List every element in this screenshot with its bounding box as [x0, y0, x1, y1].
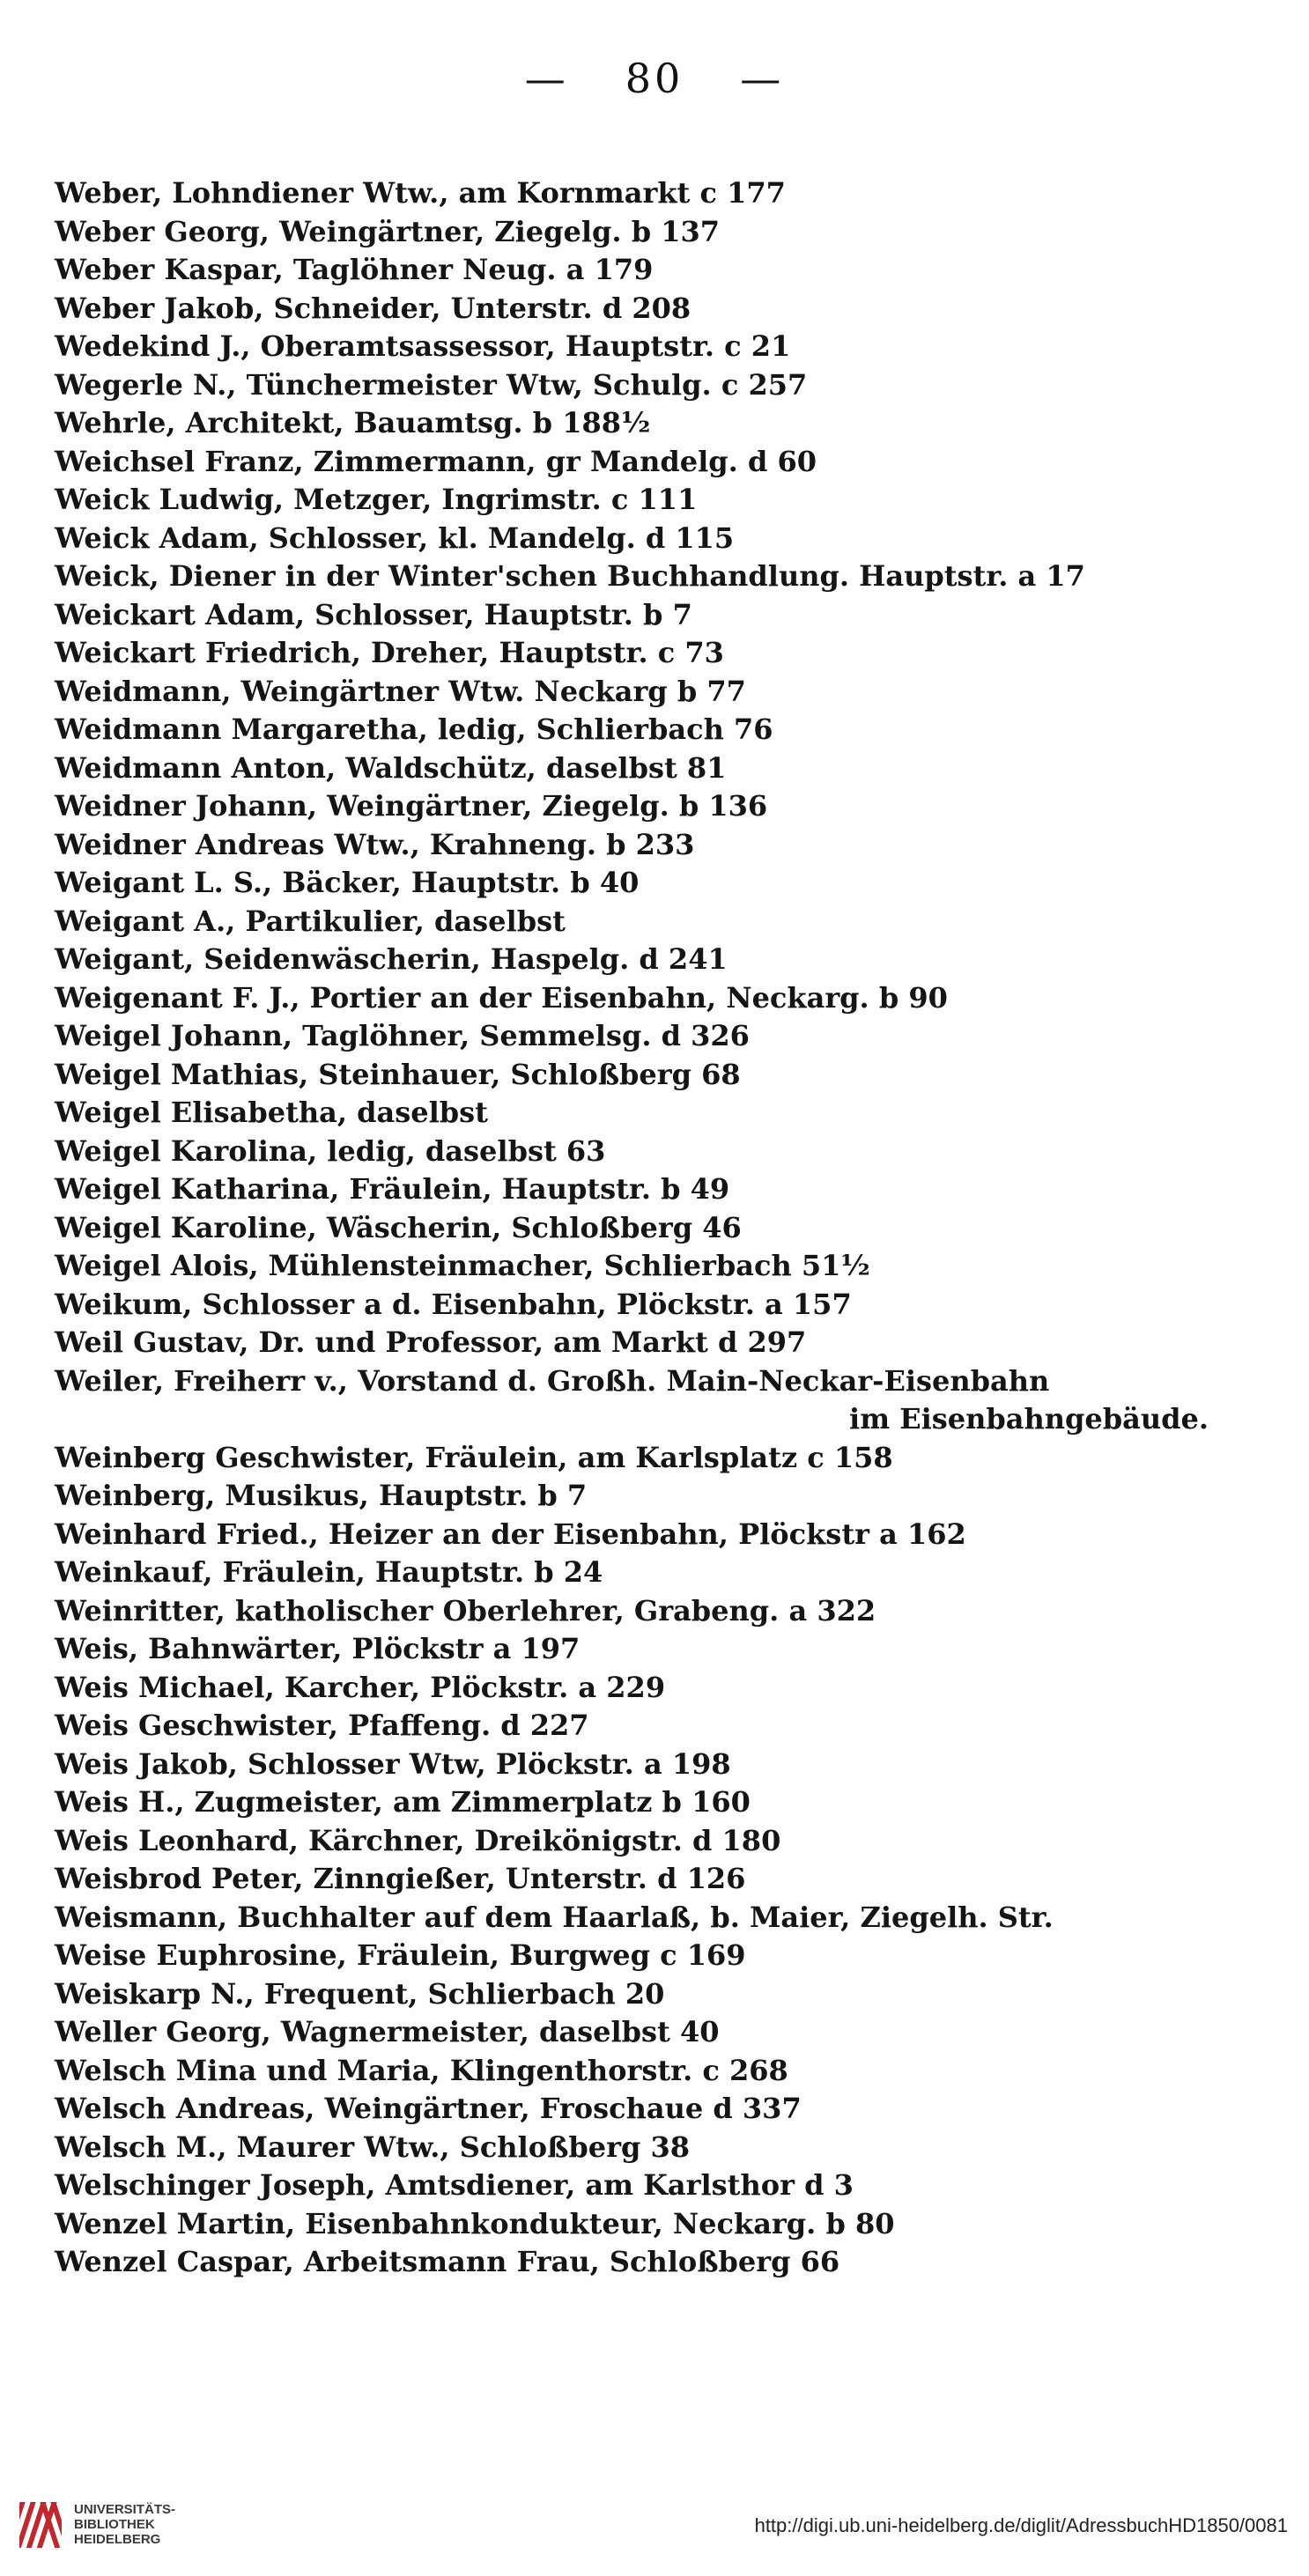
directory-entry [55, 1592, 1253, 1631]
entry-surname: Wenzel [55, 2245, 167, 2278]
entry-surname: Weickart [55, 597, 196, 631]
entry-details: Bahnwärter, Plöckstr a 197 [148, 1632, 581, 1665]
entry-details: Georg, Wagnermeister, daselbst 40 [166, 2015, 720, 2048]
entry-surname: Weigant [55, 904, 184, 938]
entry-surname: Weigel [55, 1019, 161, 1052]
directory-entry [55, 1286, 1253, 1325]
directory-entry [55, 404, 1253, 443]
entry-details: A., Partikulier, daselbst [194, 904, 566, 938]
entry-surname: Weidner [55, 789, 186, 823]
entry-surname: Weise [55, 1938, 147, 1972]
entry-surname: Wehrle, [55, 406, 176, 439]
entry-details: Seidenwäscherin, Haspelg. d 241 [203, 942, 728, 976]
entry-surname: Weigel [55, 1172, 161, 1206]
directory-entry [55, 673, 1253, 712]
directory-entry [55, 557, 1253, 596]
entry-surname: Weinberg, [55, 1479, 216, 1512]
directory-entry [55, 1324, 1253, 1362]
entry-surname: Weick [55, 483, 150, 516]
entry-details: Geschwister, Pfaffeng. d 227 [138, 1709, 589, 1742]
entry-surname: Weigenant [55, 980, 223, 1015]
directory-entry [55, 1247, 1253, 1286]
directory-entry [55, 251, 1253, 290]
entry-details: Weingärtner Wtw. Neckarg b 77 [240, 674, 746, 708]
entry-details: Martin, Eisenbahnkondukteur, Neckarg. b 80 [176, 2206, 895, 2240]
directory-entry [55, 1746, 1253, 1784]
entry-details: im Eisenbahngebäude. [849, 1402, 1209, 1436]
page-number: 80 [625, 55, 684, 102]
directory-entry [55, 864, 1253, 903]
directory-entry [55, 1209, 1253, 1248]
directory-entry [55, 1094, 1253, 1133]
entry-details: Musikus, Hauptstr. b 7 [225, 1479, 588, 1512]
directory-entry [55, 1362, 1253, 1401]
entry-details: Anton, Waldschütz, daselbst 81 [231, 750, 727, 785]
entry-details: Elisabetha, daselbst [170, 1096, 488, 1129]
entry-surname: Weis [55, 1709, 129, 1742]
directory-entry [55, 1860, 1253, 1899]
entry-continuation [55, 1400, 1253, 1439]
entry-details: Adam, Schlosser, kl. Mandelg. d 115 [159, 520, 735, 555]
entry-surname: Weismann, [55, 1900, 228, 1934]
header-dash-left: — [524, 55, 569, 102]
entry-details: N., Frequent, Schlierbach 20 [211, 1976, 665, 2011]
directory-entry [55, 749, 1253, 788]
directory-entry [55, 1477, 1253, 1516]
entry-details: Caspar, Arbeitsmann Frau, Schloßberg 66 [176, 2245, 840, 2278]
entry-details: H., Zugmeister, am Zimmerplatz b 160 [138, 1785, 751, 1819]
entry-surname: Welsch [55, 2129, 166, 2164]
entry-details: Franz, Zimmermann, gr Mandelg. d 60 [204, 444, 817, 478]
entry-surname: Weinberg [55, 1440, 206, 1474]
entry-details: Schlosser a d. Eisenbahn, Plöckstr. a 157 [202, 1287, 852, 1321]
entry-details: Gustav, Dr. und Professor, am Markt d 297 [133, 1325, 807, 1359]
directory-entry [55, 2205, 1253, 2244]
directory-entry [55, 1439, 1253, 1478]
directory-entry [55, 826, 1253, 865]
library-logo [19, 2498, 196, 2560]
logo-line: UNIVERSITÄTS- [74, 2502, 176, 2517]
entry-surname: Weick, [55, 559, 159, 593]
directory-entry [55, 1554, 1253, 1592]
entry-details: F. J., Portier an der Eisenbahn, Neckarg. b 90 [232, 980, 948, 1015]
entry-details: Lohndiener Wtw., am Kornmarkt c 177 [172, 176, 786, 210]
entry-details: N., Tünchermeister Wtw, Schulg. c 257 [192, 367, 808, 402]
library-logo-text [74, 2502, 175, 2547]
entry-surname: Weigel [55, 1133, 161, 1168]
entry-surname: Weickart [55, 636, 196, 669]
entry-details: Adam, Schlosser, Hauptstr. b 7 [205, 597, 692, 631]
logo-line: HEIDELBERG [74, 2532, 161, 2547]
entry-surname: Weichsel [55, 444, 196, 478]
entry-details: Friedrich, Dreher, Hauptstr. c 73 [205, 636, 724, 669]
directory-entry [55, 443, 1253, 482]
directory-entry [55, 1630, 1253, 1669]
directory-entry [55, 1516, 1253, 1554]
entry-details: Katharina, Fräulein, Hauptstr. b 49 [170, 1172, 730, 1206]
entry-surname: Weis [55, 1823, 129, 1857]
entry-details: Alois, Mühlensteinmacher, Schlierbach 51½ [170, 1249, 870, 1282]
directory-entry [55, 1783, 1253, 1822]
entry-details: Andreas, Weingärtner, Froschaue d 337 [175, 2092, 802, 2125]
entry-surname: Wedekind [55, 329, 211, 363]
entry-details: Johann, Weingärtner, Ziegelg. b 136 [195, 789, 768, 823]
entry-surname: Weber [55, 291, 155, 325]
entry-details: Andreas Wtw., Krahneng. b 233 [195, 827, 695, 861]
entry-details: Fried., Heizer an der Eisenbahn, Plöckstr a 162 [216, 1517, 966, 1551]
directory-entries [55, 174, 1253, 2282]
directory-entry [55, 2052, 1253, 2091]
header-dash-right: — [740, 55, 785, 102]
entry-details: L. S., Bäcker, Hauptstr. b 40 [194, 866, 640, 899]
entry-surname: Weidmann [55, 712, 222, 746]
page-header [0, 55, 1309, 102]
entry-surname: Weigant, [55, 942, 195, 976]
library-logo-icon [19, 2498, 62, 2551]
entry-surname: Wenzel [55, 2206, 167, 2240]
entry-details: Diener in der Winter'schen Buchhandlung. Hauptstr. a 17 [168, 559, 1085, 593]
entry-surname: Weis [55, 1746, 129, 1781]
directory-entry [55, 1669, 1253, 1708]
directory-entry [55, 903, 1253, 941]
directory-entry [55, 2013, 1253, 2052]
entry-surname: Weinritter, [55, 1593, 226, 1628]
entry-details: Euphrosine, Fräulein, Burgweg c 169 [156, 1938, 746, 1972]
entry-details: Jakob, Schlosser Wtw, Plöckstr. a 198 [138, 1746, 731, 1781]
directory-entry [55, 787, 1253, 826]
directory-entry [55, 2243, 1253, 2282]
directory-entry [55, 1707, 1253, 1746]
entry-details: Architekt, Bauamtsg. b 188½ [185, 406, 651, 439]
entry-surname: Weidner [55, 827, 186, 861]
entry-surname: Weigel [55, 1249, 161, 1282]
entry-surname: Weigant [55, 866, 184, 899]
entry-surname: Weidmann [55, 750, 222, 785]
directory-entry [55, 328, 1253, 366]
entry-surname: Weis, [55, 1632, 138, 1665]
entry-surname: Welschinger [55, 2168, 250, 2202]
entry-details: Jakob, Schneider, Unterstr. d 208 [164, 291, 691, 325]
entry-surname: Weigel [55, 1210, 161, 1244]
directory-entry [55, 1170, 1253, 1209]
entry-details: Ludwig, Metzger, Ingrimstr. c 111 [159, 483, 698, 516]
directory-entry [55, 520, 1253, 558]
entry-details: Michael, Karcher, Plöckstr. a 229 [138, 1670, 666, 1704]
directory-entry [55, 366, 1253, 405]
entry-details: Geschwister, Fräulein, am Karlsplatz c 158 [215, 1440, 893, 1474]
entry-details: Freiherr v., Vorstand d. Großh. Main-Neckar-Eisenbahn [174, 1363, 1050, 1398]
directory-entry [55, 174, 1253, 213]
entry-details: Buchhalter auf dem Haarlaß, b. Maier, Ziegelh. Str. [237, 1900, 1054, 1934]
entry-surname: Weller [55, 2015, 157, 2048]
directory-entry [55, 290, 1253, 328]
entry-surname: Weigel [55, 1096, 161, 1129]
entry-details: katholischer Oberlehrer, Grabeng. a 322 [234, 1593, 876, 1628]
entry-surname: Weiskarp [55, 1976, 201, 2011]
entry-details: Margaretha, ledig, Schlierbach 76 [231, 712, 773, 746]
directory-entry [55, 1975, 1253, 2014]
directory-entry [55, 1017, 1253, 1056]
directory-entry [55, 2129, 1253, 2167]
entry-details: Leonhard, Kärchner, Dreikönigstr. d 180 [138, 1823, 781, 1857]
entry-details: Joseph, Amtsdiener, am Karlsthor d 3 [259, 2168, 854, 2202]
entry-details: Mathias, Steinhauer, Schloßberg 68 [170, 1057, 741, 1091]
directory-entry [55, 979, 1253, 1018]
source-url[interactable]: http://digi.ub.uni-heidelberg.de/diglit/AdressbuchHD1850/0081 [754, 2514, 1288, 2536]
entry-surname: Weis [55, 1670, 129, 1704]
entry-details: Mina und Maria, Klingenthorstr. c 268 [175, 2053, 788, 2087]
directory-entry [55, 634, 1253, 673]
directory-entry [55, 2166, 1253, 2205]
directory-entry [55, 941, 1253, 979]
directory-entry [55, 1822, 1253, 1861]
entry-surname: Weinhard [55, 1517, 207, 1551]
directory-entry [55, 2090, 1253, 2129]
entry-details: M., Maurer Wtw., Schloßberg 38 [175, 2129, 691, 2164]
directory-entry [55, 596, 1253, 635]
directory-entry [55, 481, 1253, 520]
entry-surname: Weick [55, 520, 150, 555]
directory-entry [55, 1937, 1253, 1975]
entry-surname: Weis [55, 1785, 129, 1819]
entry-details: Fräulein, Hauptstr. b 24 [222, 1555, 603, 1589]
entry-details: Kaspar, Taglöhner Neug. a 179 [164, 253, 654, 286]
entry-details: Karoline, Wäscherin, Schloßberg 46 [170, 1210, 742, 1244]
logo-line: BIBLIOTHEK [74, 2517, 155, 2532]
entry-surname: Weidmann, [55, 674, 232, 708]
directory-entry [55, 1899, 1253, 1938]
directory-entry [55, 213, 1253, 252]
directory-entry [55, 1056, 1253, 1095]
directory-entry [55, 1133, 1253, 1171]
entry-details: Peter, Zinngießer, Unterstr. d 126 [211, 1862, 746, 1895]
entry-surname: Weikum, [55, 1287, 193, 1321]
footer [0, 2470, 1309, 2576]
entry-details: J., Oberamtsassessor, Hauptstr. c 21 [219, 329, 791, 363]
entry-surname: Weinkauf, [55, 1555, 213, 1589]
entry-details: Karolina, ledig, daselbst 63 [170, 1133, 606, 1168]
entry-surname: Weber [55, 214, 155, 248]
entry-surname: Weil [55, 1325, 123, 1359]
entry-surname: Weber [55, 253, 155, 286]
entry-surname: Wegerle [55, 367, 183, 402]
entry-surname: Weisbrod [55, 1862, 202, 1895]
entry-surname: Welsch [55, 2092, 166, 2125]
entry-surname: Welsch [55, 2053, 166, 2087]
entry-surname: Weigel [55, 1057, 161, 1091]
entry-surname: Weiler, [55, 1363, 165, 1398]
entry-details: Johann, Taglöhner, Semmelsg. d 326 [170, 1019, 750, 1052]
directory-entry [55, 711, 1253, 749]
entry-details: Georg, Weingärtner, Ziegelg. b 137 [164, 214, 720, 248]
entry-surname: Weber, [55, 176, 163, 210]
